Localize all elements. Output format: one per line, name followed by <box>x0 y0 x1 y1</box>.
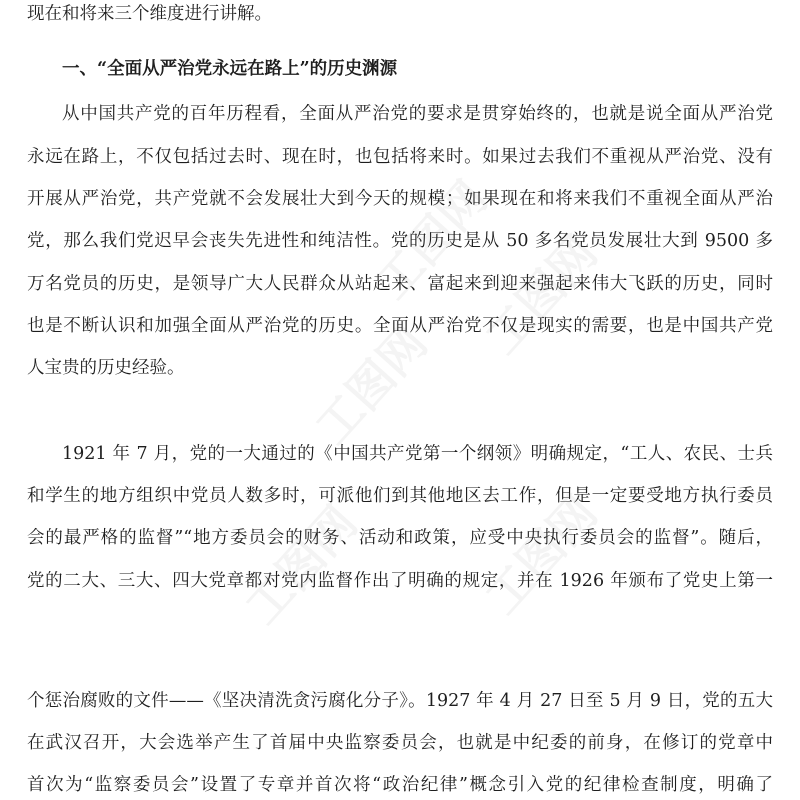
paragraph-line: 1921 年 7 月，党的一大通过的《中国共产党第一个纲领》明确规定，“工人、农民、士兵 <box>62 444 773 464</box>
paragraph-line: 永远在路上，不仅包括过去时、现在时，也包括将来时。如果过去我们不重视从严治党、没有 <box>27 147 773 167</box>
watermark: 工图网 <box>304 315 438 455</box>
watermark: 工图网 <box>364 170 498 310</box>
paragraph-line: 也是不断认识和加强全面从严治党的历史。全面从严治党不仅是现实的需要，也是中国共产党 <box>27 316 773 336</box>
watermark: 工图网 <box>474 485 608 625</box>
paragraph-line: 开展从严治党，共产党就不会发展壮大到今天的规模；如果现在和将来我们不重视全面从严治 <box>27 189 773 209</box>
section-heading: 一、“全面从严治党永远在路上”的历史渊源 <box>62 59 398 79</box>
paragraph-line: 现在和将来三个维度进行讲解。 <box>27 4 272 24</box>
paragraph-line: 和学生的地方组织中党员人数多时，可派他们到其他地区去工作，但是一定要受地方执行委员 <box>27 486 773 506</box>
watermark: 工图网 <box>234 495 368 635</box>
paragraph-line: 在武汉召开，大会选举产生了首届中央监察委员会，也就是中纪委的前身，在修订的党章中 <box>27 733 773 753</box>
paragraph-line: 党，那么我们党迟早会丧失先进性和纯洁性。党的历史是从 50 多名党员发展壮大到 9500 多 <box>27 231 773 251</box>
watermark: 工图网 <box>474 225 608 365</box>
paragraph-line: 万名党员的历史，是领导广大人民群众从站起来、富起来到迎来强起来伟大飞跃的历史，同时 <box>27 274 773 294</box>
paragraph-line: 人宝贵的历史经验。 <box>27 358 185 378</box>
paragraph-line: 会的最严格的监督”“地方委员会的财务、活动和政策，应受中央执行委员会的监督”。随后， <box>27 528 773 548</box>
paragraph-line: 党的二大、三大、四大党章都对党内监督作出了明确的规定，并在 1926 年颁布了党史上第一 <box>27 571 773 591</box>
paragraph-line: 个惩治腐败的文件——《坚决清洗贪污腐化分子》。1927 年 4 月 27 日至 5 月 9 日，党的五大 <box>27 691 773 711</box>
paragraph-line: 首次为“监察委员会”设置了专章并首次将“政治纪律”概念引入党的纪律检查制度，明确了 <box>27 775 773 795</box>
paragraph-line: 从中国共产党的百年历程看，全面从严治党的要求是贯穿始终的，也就是说全面从严治党 <box>62 104 773 124</box>
